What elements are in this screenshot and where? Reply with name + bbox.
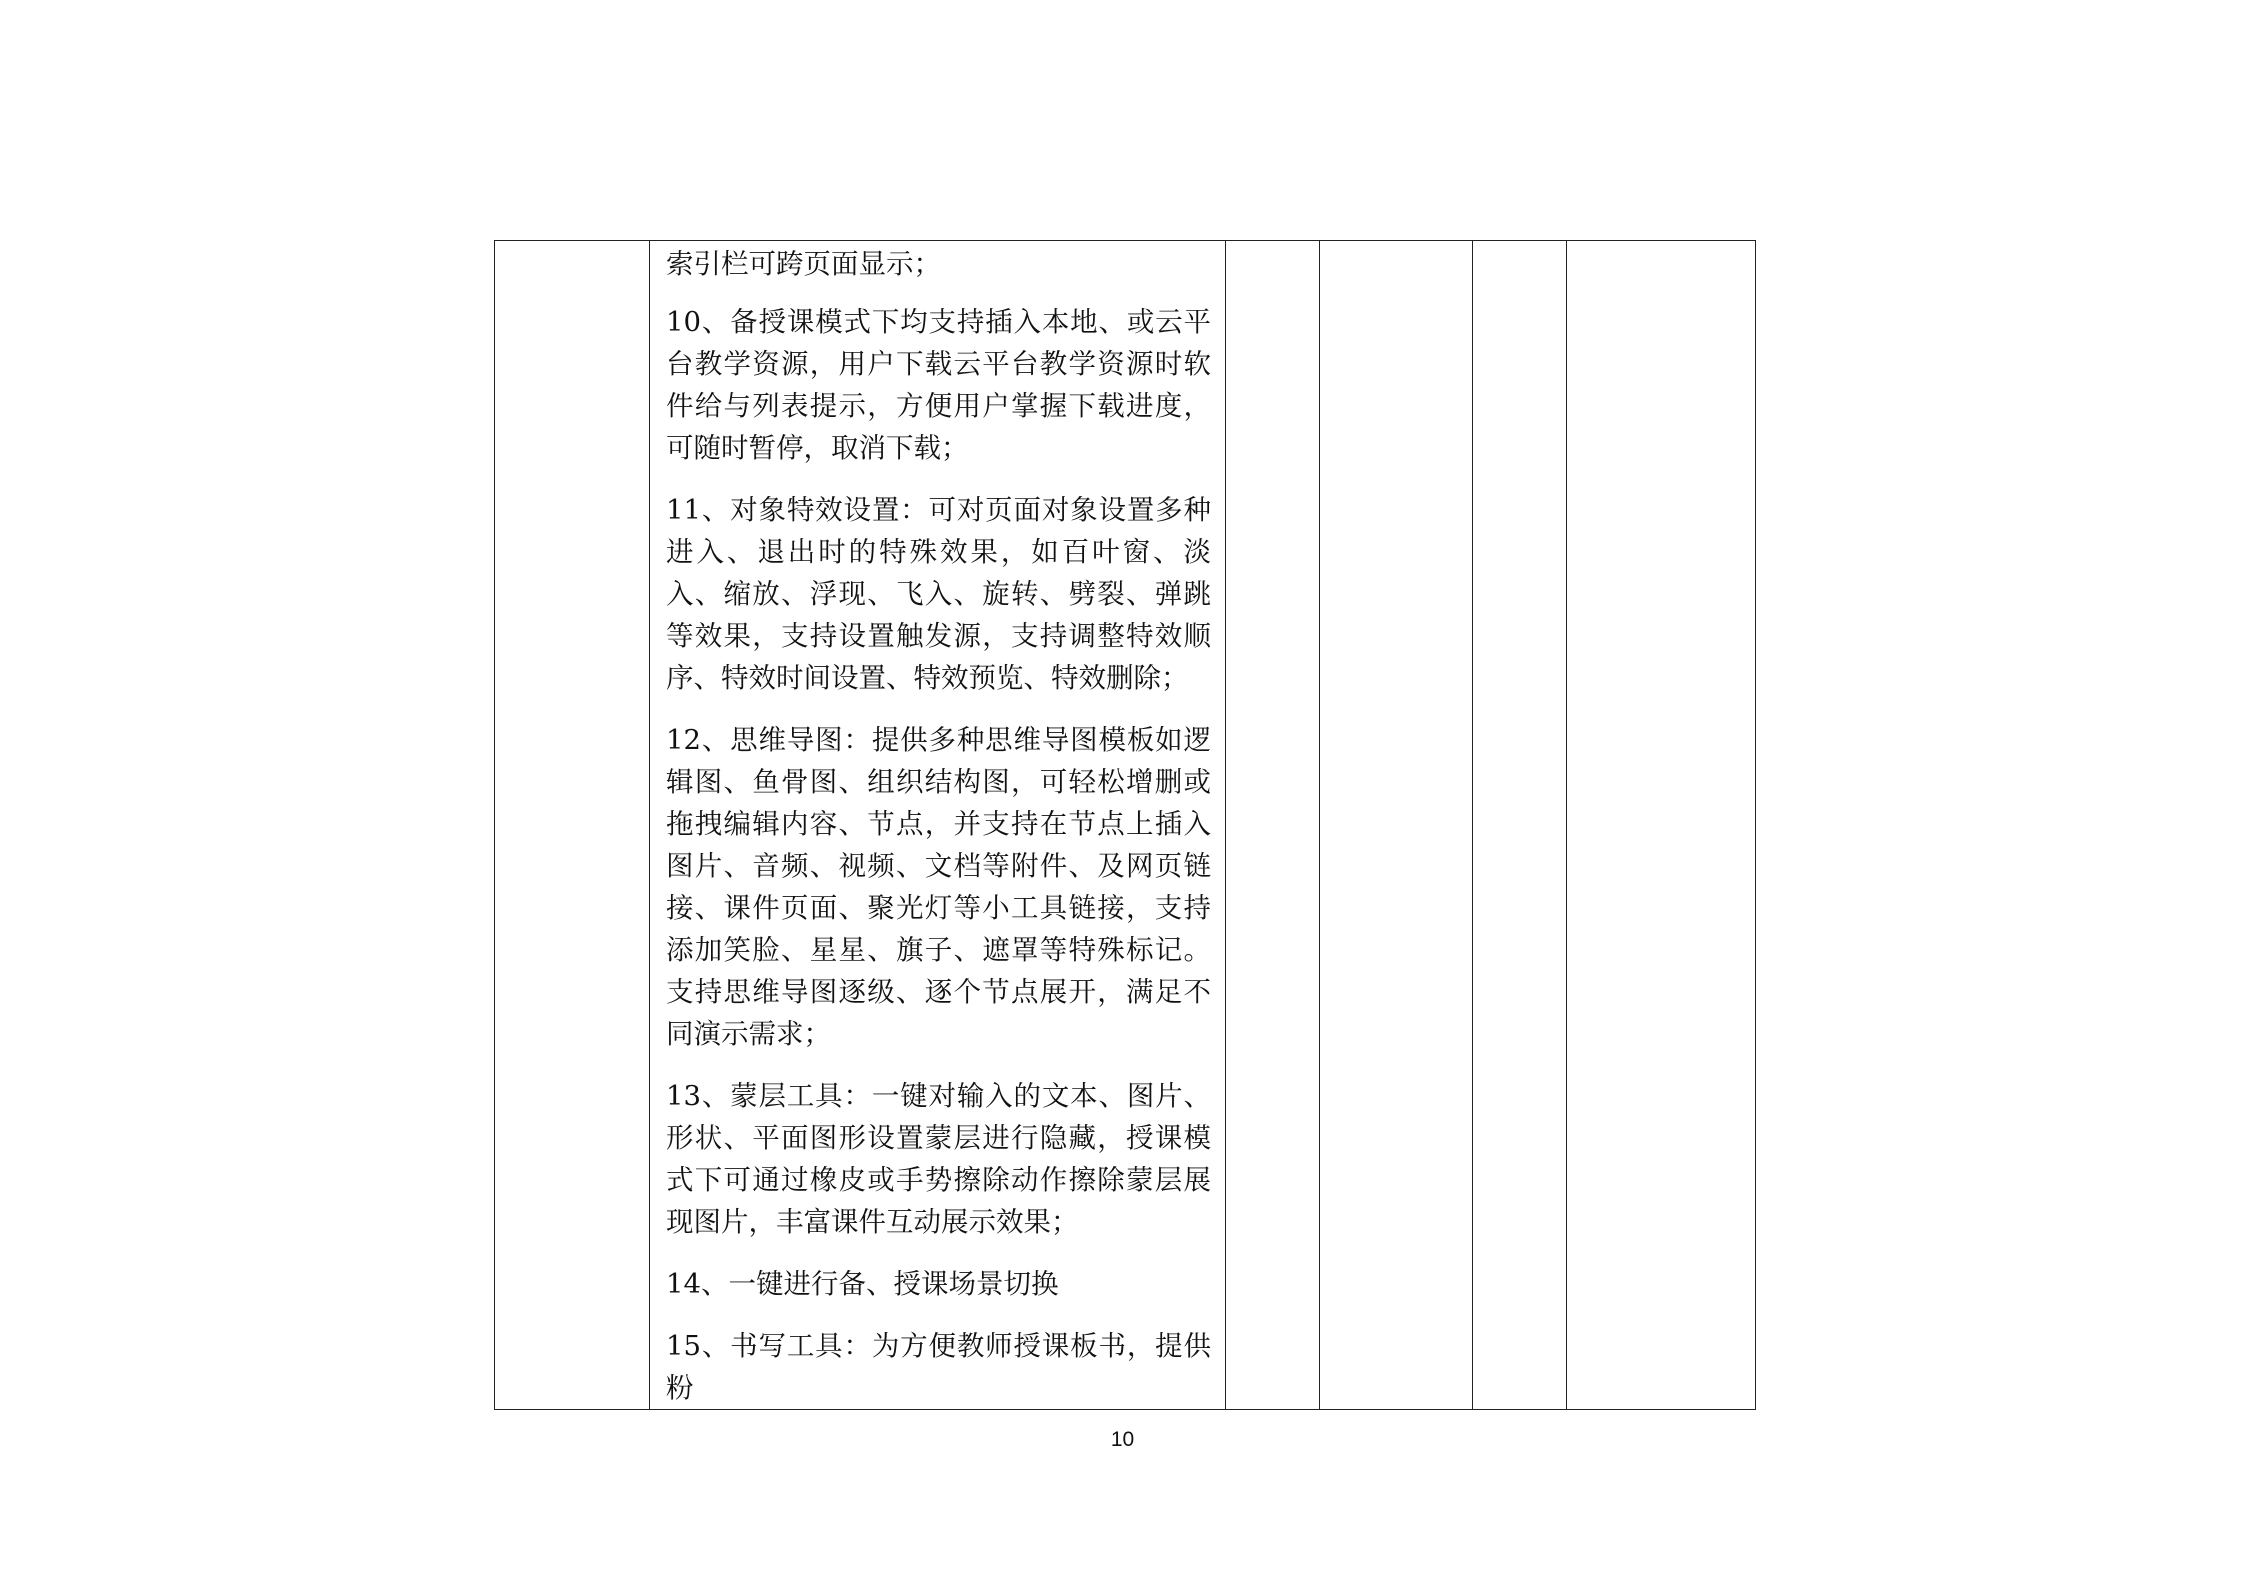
feature-paragraph: 13、蒙层工具：一键对输入的文本、图片、形状、平面图形设置蒙层进行隐藏，授课模式下可通过橡皮或手势擦除动作擦除蒙层展现图片，丰富课件互动展示效果； [666, 1080, 1211, 1238]
empty-cell [1320, 241, 1473, 1410]
empty-cell [1226, 241, 1320, 1410]
page-number: 10 [1110, 1428, 1135, 1451]
feature-paragraph: 15、书写工具：为方便教师授课板书，提供粉 [666, 1330, 1211, 1404]
empty-cell [1567, 241, 1756, 1410]
feature-paragraph: 14、一键进行备、授课场景切换 [666, 1268, 1059, 1300]
feature-paragraph: 11、对象特效设置：可对页面对象设置多种进入、退出时的特殊效果，如百叶窗、淡入、缩放、浮现、飞入、旋转、劈裂、弹跳等效果，支持设置触发源，支持调整特效顺序、特效时间设置、特效预览、特效删除； [666, 494, 1211, 694]
empty-cell-left [495, 241, 650, 1410]
table-row [495, 241, 1756, 1410]
feature-description-cell [650, 241, 1226, 1410]
feature-paragraph: 索引栏可跨页面显示； [666, 248, 941, 280]
empty-cell [1473, 241, 1567, 1410]
feature-paragraph: 10、备授课模式下均支持插入本地、或云平台教学资源，用户下载云平台教学资源时软件给与列表提示，方便用户掌握下载进度，可随时暂停，取消下载； [666, 306, 1211, 464]
feature-paragraph: 12、思维导图：提供多种思维导图模板如逻辑图、鱼骨图、组织结构图，可轻松增删或拖拽编辑内容、节点，并支持在节点上插入图片、音频、视频、文档等附件、及网页链接、课件页面、聚光灯等小工具链接，支持添加笑脸、星星、旗子、遮罩等特殊标记。支持思维导图逐级、逐个节点展开，满足不同演示需求； [666, 724, 1211, 1050]
spec-table [494, 240, 1756, 1410]
